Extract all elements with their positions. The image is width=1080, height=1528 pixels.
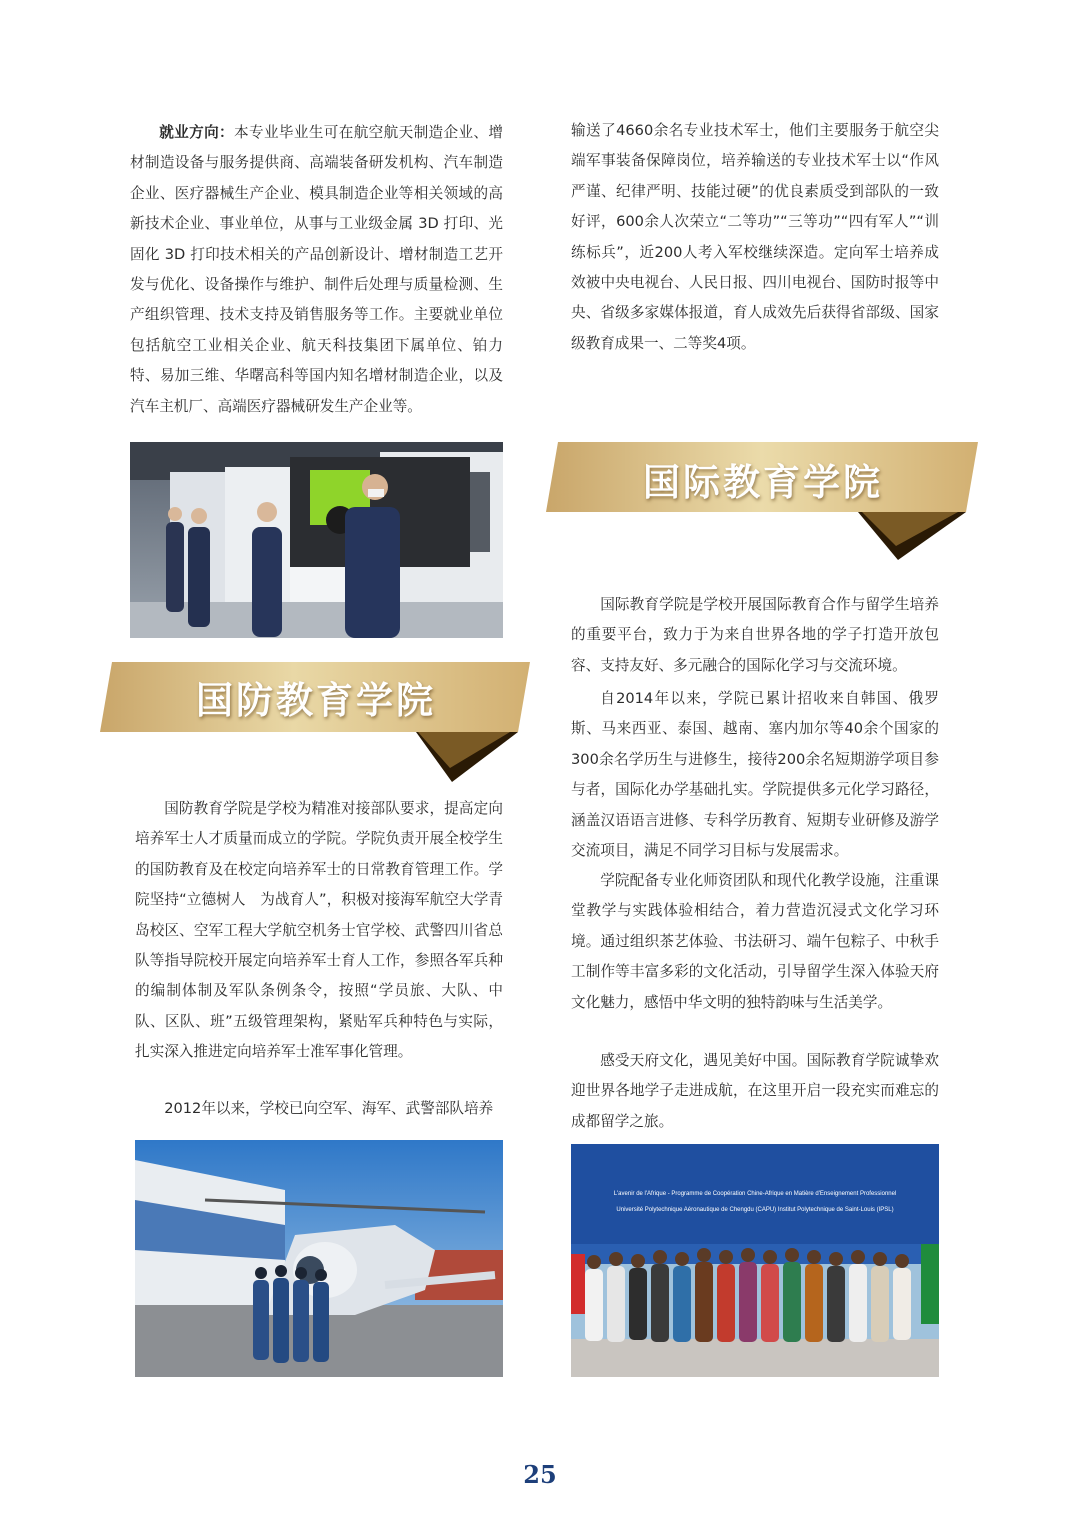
intl-paragraph-1: 国际教育学院是学校开展国际教育合作与留学生培养的重要平台，致力于为来自世界各地的学子打造开放包容、支持友好、多元融合的国际化学习与交流环境。: [571, 596, 939, 674]
employment-text: 本专业毕业生可在航空航天制造企业、增材制造设备与服务提供商、高端装备研发机构、汽车制造企业、医疗器械生产企业、模具制造企业等相关领域的高新技术企业、事业单位，从事与工业级金属 3D 打印、光固化 3D 打印技术相关的产品创新设计、增材制造工艺开发与优化、设备操作与维护、制件后处理与质量检测、生产组织管理、技术支持及销售服务等工作。主要就业单位包括航空工业相关企业、航天科技集团下属单位、铂力特、易加三维、华曙高科等国内知名增材制造企业，以及汽车主机厂、高端医疗器械研发生产企业等。: [130, 124, 503, 415]
defense-college-title: 国防教育学院: [196, 679, 436, 722]
intl-paragraph-3: 学院配备专业化师资团队和现代化教学设施，注重课堂教学与实践体验相结合，着力营造沉浸式文化学习环境。通过组织茶艺体验、书法研习、端午包粽子、中秋手工制作等丰富多彩的文化活动，引导留学生深入体验天府文化魅力，感悟中华文明的独特韵味与生活美学。: [571, 872, 939, 1011]
international-college-title: 国际教育学院: [643, 461, 883, 504]
defense-college-banner: [100, 656, 532, 788]
employment-paragraph: [130, 118, 503, 422]
photo-international-students: [571, 1144, 939, 1377]
photo-banner-line-2: Université Polytechnique Aéronautique de Chengdu (CAPU) Institut Polytechnique de Saint-Louis (IPSL): [616, 1207, 894, 1213]
defense-paragraph-2-start: 2012年以来，学校已向空军、海军、武警部队培养: [164, 1100, 494, 1117]
employment-label: 就业方向：: [159, 124, 235, 141]
photo-banner-line-1: L'avenir de l'Afrique - Programme de Coopération Chine-Afrique en Matière d'Enseignement Professionnel: [613, 1191, 897, 1197]
page-number: 25: [523, 1460, 557, 1489]
defense-paragraph-2-continued: 输送了4660余名专业技术军士，他们主要服务于航空尖端军事装备保障岗位，培养输送的专业技术军士以“作风严谨、纪律严明、技能过硬”的优良素质受到部队的一致好评，600余人次荣立“二等功”“三等功”“四有军人”“训练标兵”，近200人考入军校继续深造。定向军士培养成效被中央电视台、人民日报、四川电视台、国防时报等中央、省级多家媒体报道，育人成效先后获得省部级、国家级教育成果一、二等奖4项。: [571, 122, 939, 352]
photo-3d-printing-lab: [130, 442, 503, 638]
photo-helicopter-training: [135, 1140, 503, 1377]
defense-paragraph-1: 国防教育学院是学校为精准对接部队要求，提高定向培养军士人才质量而成立的学院。学院负责开展全校学生的国防教育及在校定向培养军士的日常教育管理工作。学院坚持“立德树人 为战育人”，积极对接海军航空大学青岛校区、空军工程大学航空机务士官学校、武警四川省总队等指导院校开展定向培养军士育人工作，参照各军兵种的编制体制及军队条例条令，按照“学员旅、大队、中队、区队、班”五级管理架构，紧贴军兵种特色与实际，扎实深入推进定向培养军士准军事化管理。: [135, 800, 503, 1061]
international-college-banner: [546, 440, 980, 566]
intl-paragraph-2: 自2014年以来，学院已累计招收来自韩国、俄罗斯、马来西亚、泰国、越南、塞内加尔等40余个国家的300余名学历生与进修生，接待200余名短期游学项目参与者，国际化办学基础扎实。学院提供多元化学习路径，涵盖汉语语言进修、专科学历教育、短期专业研修及游学交流项目，满足不同学习目标与发展需求。: [571, 690, 939, 860]
intl-paragraph-4: 感受天府文化，遇见美好中国。国际教育学院诚挚欢迎世界各地学子走进成航，在这里开启一段充实而难忘的成都留学之旅。: [571, 1052, 939, 1130]
